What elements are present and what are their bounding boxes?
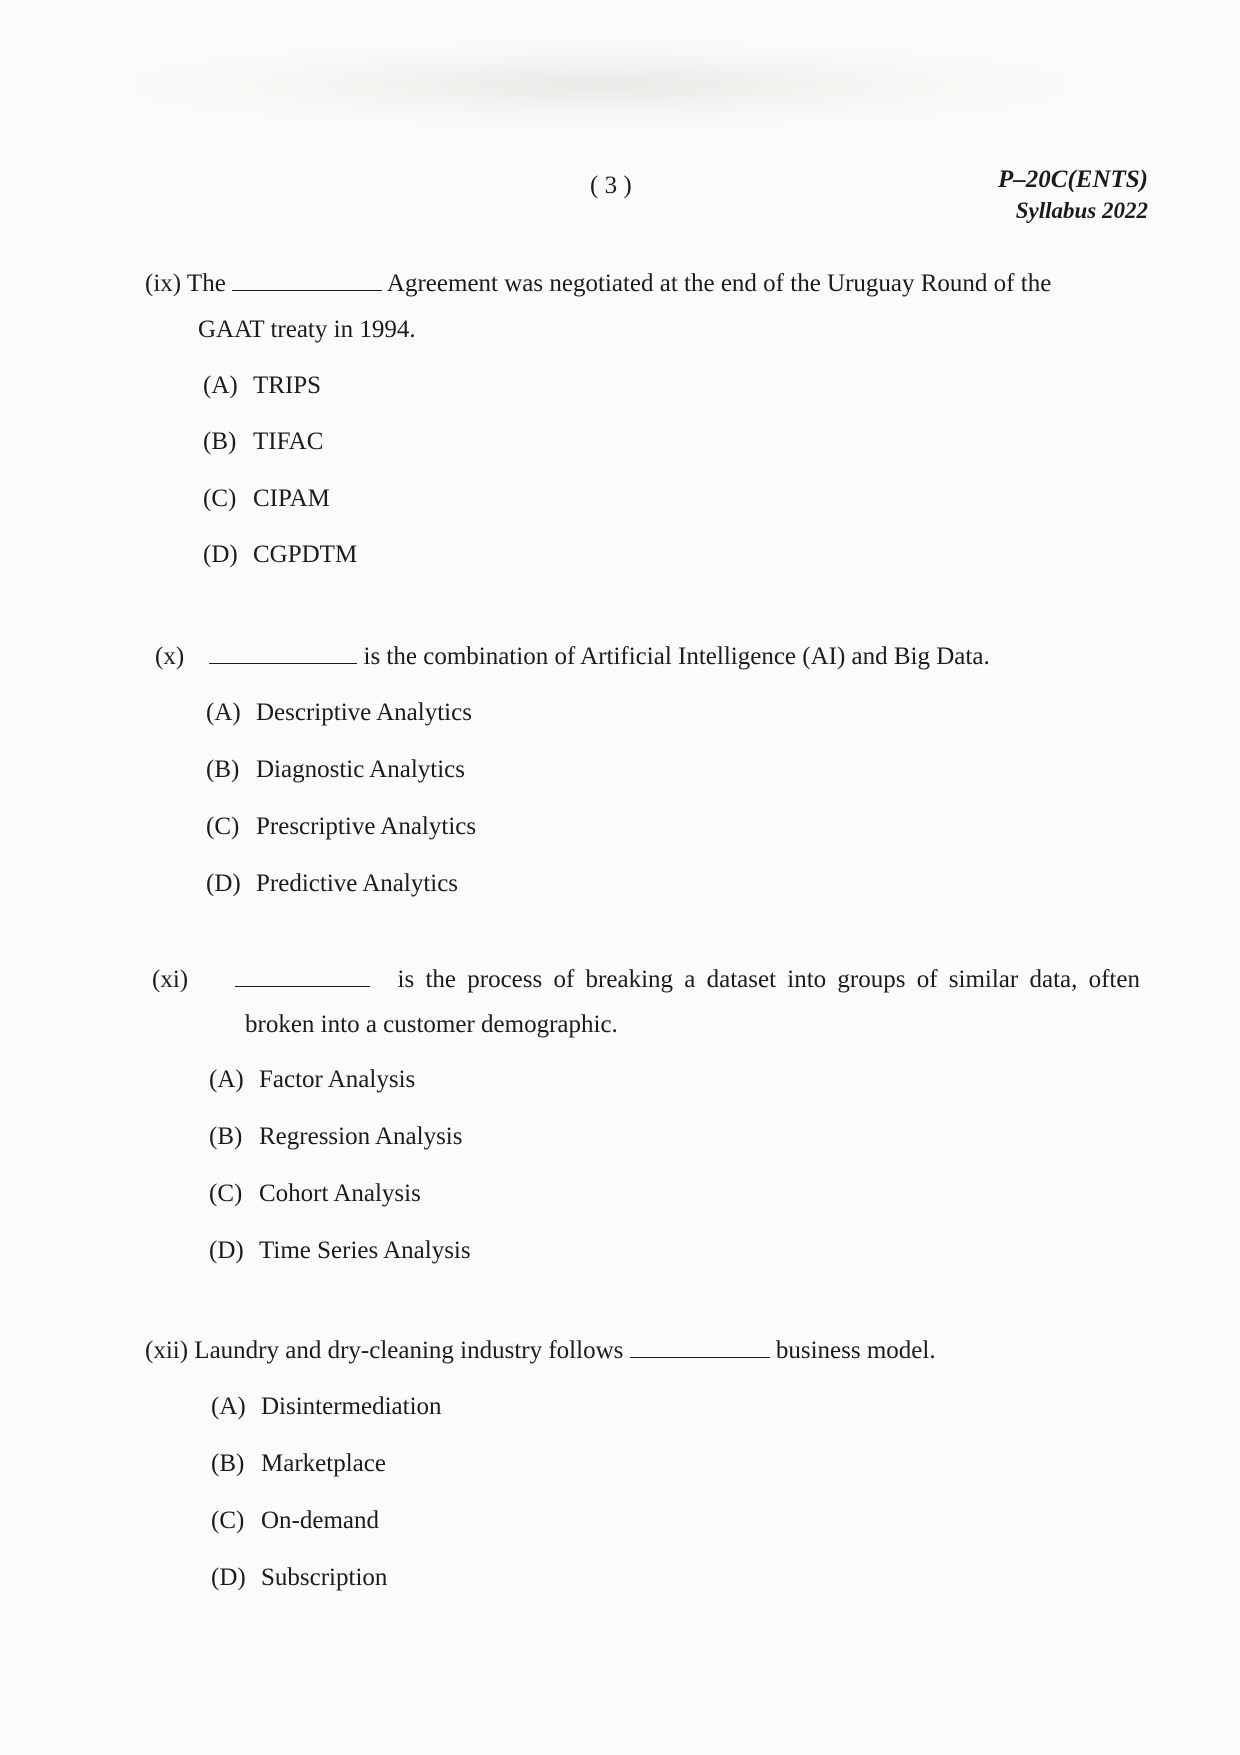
option-text: Predictive Analytics [256,870,459,897]
question-stem [145,270,1051,298]
question-number: (ix) [145,270,182,297]
option-b [209,1123,462,1151]
answer-blank [235,968,370,987]
question-stem [145,1337,936,1365]
option-text: Marketplace [261,1450,386,1477]
option-b [203,428,323,456]
scan-smudge [130,40,1070,130]
question-text-after: is the combination of Artificial Intelligence (AI) and Big Data. [363,643,990,670]
option-text: Regression Analysis [259,1123,463,1150]
option-letter: (C) [211,1507,245,1534]
option-a [206,699,472,727]
option-letter: (A) [209,1066,244,1093]
option-c [211,1507,379,1535]
option-b [206,756,465,784]
paper-code: P–20C(ENTS) [998,166,1148,193]
option-letter: (B) [211,1450,245,1477]
option-text: Descriptive Analytics [256,699,472,726]
question-continuation: broken into a customer demographic. [245,1011,618,1038]
option-c [206,813,476,841]
question-text-before: The [186,270,226,297]
question-continuation: GAAT treaty in 1994. [198,316,416,343]
question-number: (xi) [152,966,189,993]
option-letter: (A) [206,699,241,726]
question-text-after: business model. [775,1337,936,1364]
option-a [211,1393,442,1421]
option-text: Time Series Analysis [259,1237,471,1264]
option-b [211,1450,386,1478]
option-text: Subscription [261,1564,388,1591]
option-text: TRIPS [253,372,322,399]
question-text-after: Agreement was negotiated at the end of the Uruguay Round of the [386,270,1052,297]
option-d [211,1564,387,1592]
option-letter: (B) [209,1123,243,1150]
option-text: On-demand [261,1507,380,1534]
option-letter: (B) [203,428,237,455]
paper-header [998,164,1148,226]
option-letter: (D) [206,870,241,897]
option-text: TIFAC [253,428,324,455]
option-letter: (A) [203,372,238,399]
option-c [203,485,330,513]
option-text: Prescriptive Analytics [256,813,477,840]
answer-blank [630,1339,770,1358]
option-c [209,1180,421,1208]
option-letter: (D) [209,1237,244,1264]
question-text-after: is the process of breaking a dataset into groups of similar data, often [397,966,1140,993]
syllabus-year: Syllabus 2022 [1015,198,1148,223]
option-letter: (B) [206,756,240,783]
option-d [206,870,458,898]
option-a [209,1066,415,1094]
option-a [203,372,321,400]
option-letter: (C) [209,1180,243,1207]
option-d [209,1237,471,1265]
question-stem [155,643,990,671]
option-text: Diagnostic Analytics [256,756,465,783]
answer-blank [232,272,382,291]
option-letter: (A) [211,1393,246,1420]
question-text-before: Laundry and dry-cleaning industry follows [194,1337,624,1364]
option-text: Disintermediation [261,1393,442,1420]
option-letter: (D) [203,541,238,568]
option-text: Cohort Analysis [259,1180,421,1207]
option-text: CIPAM [253,485,330,512]
option-letter: (C) [203,485,237,512]
question-number: (x) [155,643,185,670]
question-number: (xii) [145,1337,189,1364]
page-number: ( 3 ) [590,172,632,199]
option-letter: (D) [211,1564,246,1591]
option-d [203,541,357,569]
question-stem [152,966,1140,994]
option-text: CGPDTM [253,541,358,568]
option-text: Factor Analysis [259,1066,416,1093]
answer-blank [209,645,357,664]
option-letter: (C) [206,813,240,840]
